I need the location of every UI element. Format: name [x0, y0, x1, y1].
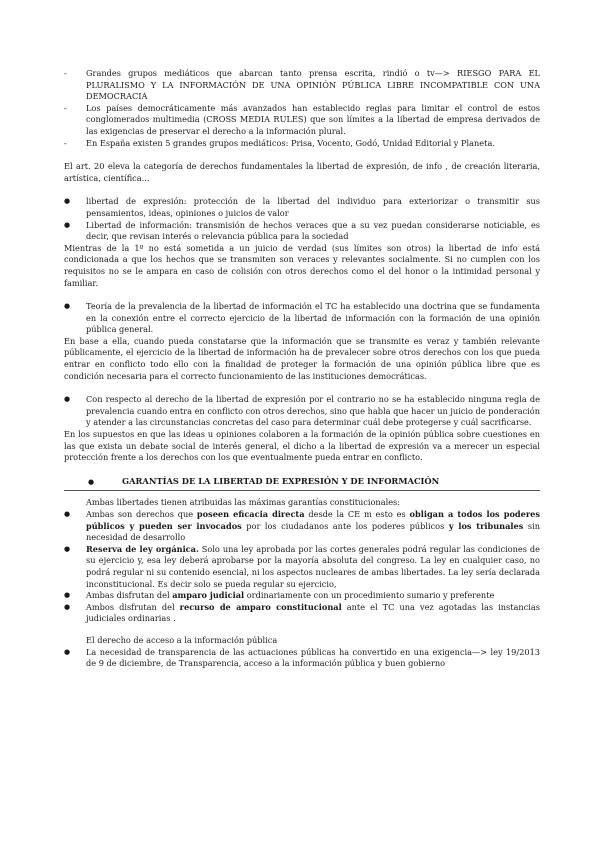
bullet-marker: ●: [88, 476, 95, 486]
list-item-text: En España existen 5 grandes grupos mediáticos: Prisa, Vocento, Godó, Unidad Editorial y Planeta.: [86, 137, 495, 148]
text-run: Ambos disfrutan del: [86, 601, 180, 612]
text-run: desde la CE m esto es: [304, 509, 410, 519]
supuestos-paragraph: En los supuestos en que las ideas u opiniones colaboren a la formación de la opinión pública sobre cuestiones en las que exista un debate social de interés general, el dicho a la libertad de expresión va a merecer un especial protección frente a los derechos con los que eventualmente pueda entrar en conflicto.: [64, 429, 540, 463]
section-heading: [64, 476, 540, 492]
text-run: sin necesidad de desarrollo: [86, 520, 540, 543]
list-item: [64, 138, 540, 150]
mientras-paragraph: Mientras de la 1º no está sometida a un juicio de verdad (sus límites son otros) la libertad de info está condicionada a que los hechos que se transmiten son veraces y relevantes socialmente. Si no cumplen con los requisitos no se le ampara en caso de colisión con otros derechos como el del honor o la intimidad personal y familiar.: [64, 242, 540, 288]
list-item-text: La necesidad de transparencia de las actuaciones públicas ha convertido en una exigencia—> ley 19/2013 de 9 de diciembre, de Transparencia, acceso a la información pública y buen gobierno: [86, 646, 540, 669]
list-item-text: Con respecto al derecho de la libertad de expresión por el contrario no se ha establecido ninguna regla de prevalencia cuando entra en conflicto con otros derechos, sino que habla que hacer un juicio de ponderación y atender a las circunstancias concretas del caso para determinar cuál debe protegerse y cuál sacrificarse.: [86, 394, 540, 428]
bullet-marker: ●: [64, 510, 71, 518]
text-run: ordinariamente con un procedimiento sumario y preferente: [244, 590, 495, 601]
list-item: [64, 647, 540, 670]
list-item: [64, 103, 540, 138]
bold-run: Reserva de ley orgánica.: [86, 543, 199, 554]
bold-run: recurso de amparo constitucional: [179, 601, 342, 612]
bullet-marker: ●: [64, 602, 71, 611]
text-run: Ambas disfrutan del: [86, 590, 173, 601]
text-run: ante el TC una vez agotadas las instancias judiciales ordinarias .: [86, 601, 540, 624]
bold-run: amparo judicial: [172, 590, 245, 601]
list-item-text: [86, 509, 540, 544]
list-item-text: Teoría de la prevalencia de la libertad de información el TC ha establecido una doctrina que se fundamenta en la conexión entre el correcto ejercicio de la libertad de información con la formación de una opinión pública general.: [86, 301, 540, 335]
bullet-marker: ●: [64, 591, 71, 600]
list-item-text: [86, 544, 540, 590]
list-item-text: Grandes grupos mediáticos que abarcan tanto prensa escrita, rindió o tv—> RIESGO PARA EL PLURALISMO Y LA INFORMACIÓN DE UNA OPINIÓN PÚBLICA LIBRE INCOMPATIBLE CON UNA DEMOCRACIA: [86, 68, 540, 102]
section-heading-text: GARANTÍAS DE LA LIBERTAD DE EXPRESIÓN Y DE INFORMACIÓN: [122, 475, 440, 486]
dash-marker: -: [64, 137, 67, 148]
bullet-marker: ●: [64, 647, 71, 656]
list-item: [64, 394, 540, 429]
bullet-marker: ●: [64, 197, 71, 206]
list-item: [64, 68, 540, 103]
list-item: [64, 220, 540, 243]
list-item: [64, 544, 540, 590]
list-item-text: libertad de expresión: protección de la libertad del individuo para exteriorizar o transmitir sus pensamientos, ideas, opiniones o juicios de valor: [86, 196, 540, 218]
acceso-heading: El derecho de acceso a la información pública: [86, 634, 278, 645]
text-run: Ambas son derechos que: [86, 509, 197, 519]
text-run: Solo una ley aprobada por las cortes generales podrá regular las condiciones de su ejercicio y, esa ley deberá aprobarse por la mayoría absoluta del congreso. La ley en cualquier caso, no podrá regular ni su contenido esencial, ni los aspectos nucleares de ambas libertades. La ley sería declarada inconstitucional. Es decir solo se pueda regular su ejercicio,: [86, 543, 540, 589]
art20-paragraph: El art. 20 eleva la categoría de derechos fundamentales la libertad de expresión, de info , de creación literaria, artística, científica…: [64, 161, 540, 183]
bullet-marker: ●: [64, 302, 71, 311]
en-base-paragraph: En base a ella, cuando pueda constatarse que la información que se transmite es veraz y también relevante públicamente, el ejercicio de la libertad de información ha de prevalecer sobre otros derechos con los que pueda entrar en conflicto todo ello con la finalidad de proteger la formación de una opinión pública libre que es condición necesaria para el correcto funcionamiento de las instituciones democráticas.: [64, 335, 540, 381]
list-item: [64, 602, 540, 625]
list-item-text: [86, 590, 540, 602]
list-item-text: Los países democráticamente más avanzados han establecido reglas para limitar el control de estos conglomerados multimedia (CROSS MEDIA RULES) que son límites a la libertad de empresa derivados de las exigencias de preservar el derecho a la información plural.: [86, 102, 540, 136]
garantias-intro: Ambas libertades tienen atribuidas las máximas garantías constitucionales:: [86, 497, 401, 508]
bold-run: y los tribunales: [448, 520, 524, 531]
dash-marker: -: [64, 102, 67, 113]
bullet-marker: ●: [64, 544, 71, 553]
bullet-marker: ●: [64, 220, 71, 229]
bullet-marker: ●: [64, 395, 71, 404]
text-run: por los ciudadanos ante los poderes públicos: [241, 520, 449, 531]
list-item-text: Libertad de información: transmisión de hechos veraces que a su vez puedan considerarse noticiable, es decir, que revisan interés o relevancia pública para la sociedad: [86, 219, 540, 242]
bold-run: obligan a todos los poderes públicos y pueden ser invocados: [86, 509, 540, 531]
bold-run: poseen eficacia directa: [196, 509, 305, 519]
list-item: [64, 301, 540, 336]
list-item: [64, 196, 540, 219]
list-item: [64, 590, 540, 602]
list-item-text: [86, 602, 540, 625]
dash-marker: -: [64, 68, 67, 78]
list-item: [64, 509, 540, 544]
